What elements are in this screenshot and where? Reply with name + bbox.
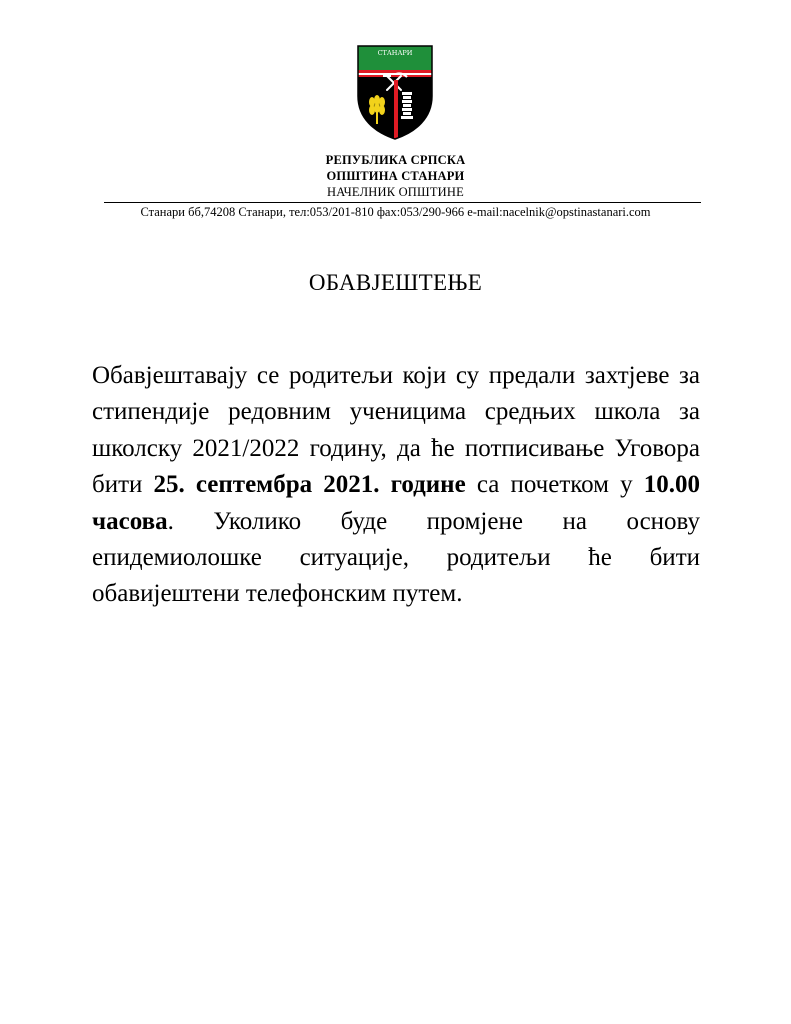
header-mayor: НАЧЕЛНИК ОПШТИНЕ	[327, 185, 464, 199]
municipal-crest-logo	[356, 44, 434, 140]
header-divider	[104, 202, 701, 203]
document-title: ОБАВЈЕШТЕЊЕ	[308, 270, 483, 295]
notice-date: 25. септембра 2021. године	[153, 471, 466, 499]
header-republic: РЕПУБЛИКА СРПСКА	[325, 153, 466, 167]
notice-text-part1: Обавјештавају се родитељи који су предали захтјеве за стипендије редовним ученицима средњих школа за школску 2021/2022 годину, да ће потписивање Уговора бити	[92, 362, 700, 499]
notice-time: 10.00 часова	[92, 471, 700, 535]
header-municipality: ОПШТИНА СТАНАРИ	[326, 169, 465, 183]
notice-body	[92, 358, 700, 613]
notice-text-part3: . Уколико буде промјене на основу епидемиолошке ситуације, родитељи ће бити обавијештени телефонским путем.	[92, 507, 700, 608]
crest-banner-text: СТАНАРИ	[377, 49, 413, 57]
contact-line: Станари бб,74208 Станари, тел:053/201-810 фах:053/290-966 e-mail:nacelnik@opstinastanari.com	[140, 205, 651, 219]
notice-text-part2: са почетком у	[465, 471, 644, 499]
